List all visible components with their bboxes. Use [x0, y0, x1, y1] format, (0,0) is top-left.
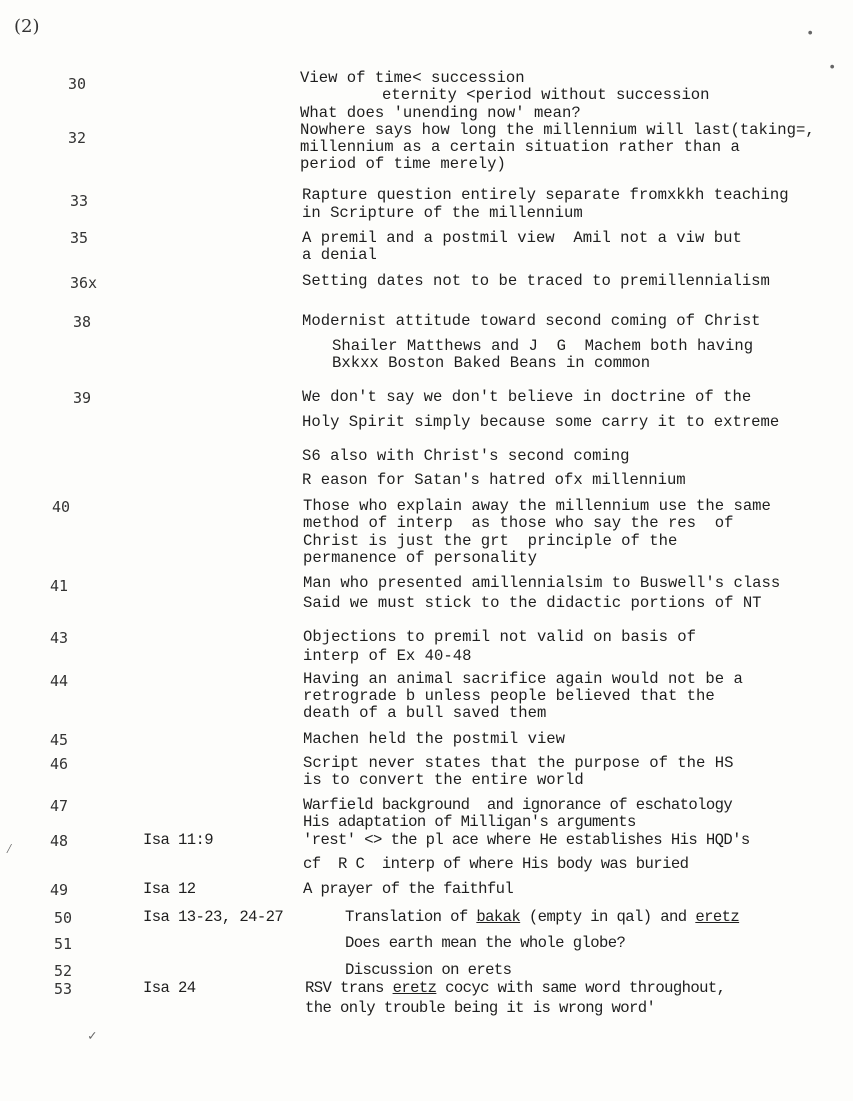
- note-line: a denial: [302, 246, 377, 264]
- ink-speck: •: [828, 60, 837, 76]
- text: RSV trans: [305, 979, 393, 997]
- note-line: Setting dates not to be traced to premillennialism: [302, 272, 770, 290]
- note-line: period of time merely): [300, 155, 506, 173]
- note-line: Those who explain away the millennium use the same: [303, 497, 771, 515]
- entry-number: 49: [50, 881, 69, 899]
- entry-number: 41: [50, 577, 69, 595]
- text: cocyc with same word throughout,: [436, 979, 726, 997]
- note-line: 'rest' <> the pl ace where He establishes His HQD's: [303, 831, 750, 849]
- note-line: Modernist attitude toward second coming of Christ: [302, 312, 761, 330]
- entry-number: 47: [50, 797, 69, 815]
- margin-check-mark: ✓: [88, 1029, 97, 1045]
- note-line: Objections to premil not valid on basis of: [303, 628, 697, 646]
- note-line: death of a bull saved them: [303, 704, 547, 722]
- margin-tick-mark: ⁄: [5, 842, 14, 858]
- underlined-term: eretz: [695, 908, 740, 926]
- note-line: Holy Spirit simply because some carry it to extreme: [302, 413, 780, 431]
- note-line: Shailer Matthews and J G Machem both having: [332, 337, 754, 355]
- note-line: A prayer of the faithful: [303, 880, 514, 898]
- note-line: Does earth mean the whole globe?: [345, 934, 626, 952]
- scripture-reference: Isa 24: [143, 979, 196, 997]
- entry-number: 30: [68, 75, 87, 93]
- entry-number: 38: [73, 313, 92, 331]
- entry-number: 46: [50, 755, 69, 773]
- note-line: interp of Ex 40-48: [303, 647, 472, 665]
- note-line: What does 'unending now' mean?: [300, 104, 581, 122]
- underlined-term: bakak: [476, 908, 521, 926]
- underlined-term: eretz: [392, 979, 437, 997]
- note-line: A premil and a postmil view Amil not a viw but: [302, 229, 742, 247]
- note-line: Christ is just the grt principle of the: [303, 532, 678, 550]
- note-line: Script never states that the purpose of the HS: [303, 754, 734, 772]
- note-line: Rapture question entirely separate fromxkkh teaching: [302, 186, 789, 204]
- entry-number: 44: [50, 672, 69, 690]
- note-line: retrograde b unless people believed that the: [303, 687, 715, 705]
- text: Translation of: [345, 908, 477, 926]
- note-line: R eason for Satan's hatred ofx millennium: [302, 471, 686, 489]
- note-line: [345, 909, 739, 926]
- entry-number: 50: [54, 909, 73, 927]
- note-line: View of time< succession: [300, 69, 525, 87]
- note-line: Bxkxx Boston Baked Beans in common: [332, 354, 651, 372]
- entry-number: 40: [52, 498, 71, 516]
- text: (empty in qal) and: [520, 908, 696, 926]
- note-line: S6 also with Christ's second coming: [302, 447, 630, 465]
- note-line: His adaptation of Milligan's arguments: [303, 813, 636, 831]
- note-line: method of interp as those who say the res of: [303, 514, 734, 532]
- note-line: We don't say we don't believe in doctrine of the: [302, 388, 752, 406]
- entry-number: 48: [50, 832, 69, 850]
- entry-number: 36x: [70, 274, 98, 292]
- scripture-reference: Isa 11:9: [143, 831, 214, 849]
- ink-speck: •: [806, 26, 815, 42]
- note-line: Having an animal sacrifice again would not be a: [303, 670, 743, 688]
- note-line: is to convert the entire world: [303, 771, 584, 789]
- note-line: eternity <period without succession: [382, 86, 710, 104]
- entry-number: 52: [54, 962, 73, 980]
- entry-number: 33: [70, 192, 89, 210]
- note-line: the only trouble being it is wrong word': [305, 999, 656, 1017]
- note-line: Nowhere says how long the millennium will last(taking=,: [300, 121, 815, 139]
- entry-number: 51: [54, 935, 73, 953]
- entry-number: 53: [54, 980, 73, 998]
- note-line: cf R C interp of where His body was buried: [303, 855, 689, 873]
- note-line: permanence of personality: [303, 549, 537, 567]
- note-line: Said we must stick to the didactic portions of NT: [303, 594, 762, 612]
- note-line: Machen held the postmil view: [303, 730, 566, 748]
- note-line: Warfield background and ignorance of eschatology: [303, 796, 733, 814]
- note-line: Discussion on erets: [345, 961, 512, 979]
- scripture-reference: Isa 13-23, 24-27: [143, 908, 284, 926]
- note-line: millennium as a certain situation rather than a: [300, 138, 740, 156]
- page-number: (2): [14, 16, 40, 37]
- entry-number: 32: [68, 129, 87, 147]
- entry-number: 43: [50, 629, 69, 647]
- note-line: in Scripture of the millennium: [302, 204, 583, 222]
- entry-number: 45: [50, 731, 69, 749]
- entry-number: 35: [70, 229, 89, 247]
- note-line: [305, 980, 725, 997]
- scripture-reference: Isa 12: [143, 880, 196, 898]
- entry-number: 39: [73, 389, 92, 407]
- note-line: Man who presented amillennialsim to Buswell's class: [303, 574, 781, 592]
